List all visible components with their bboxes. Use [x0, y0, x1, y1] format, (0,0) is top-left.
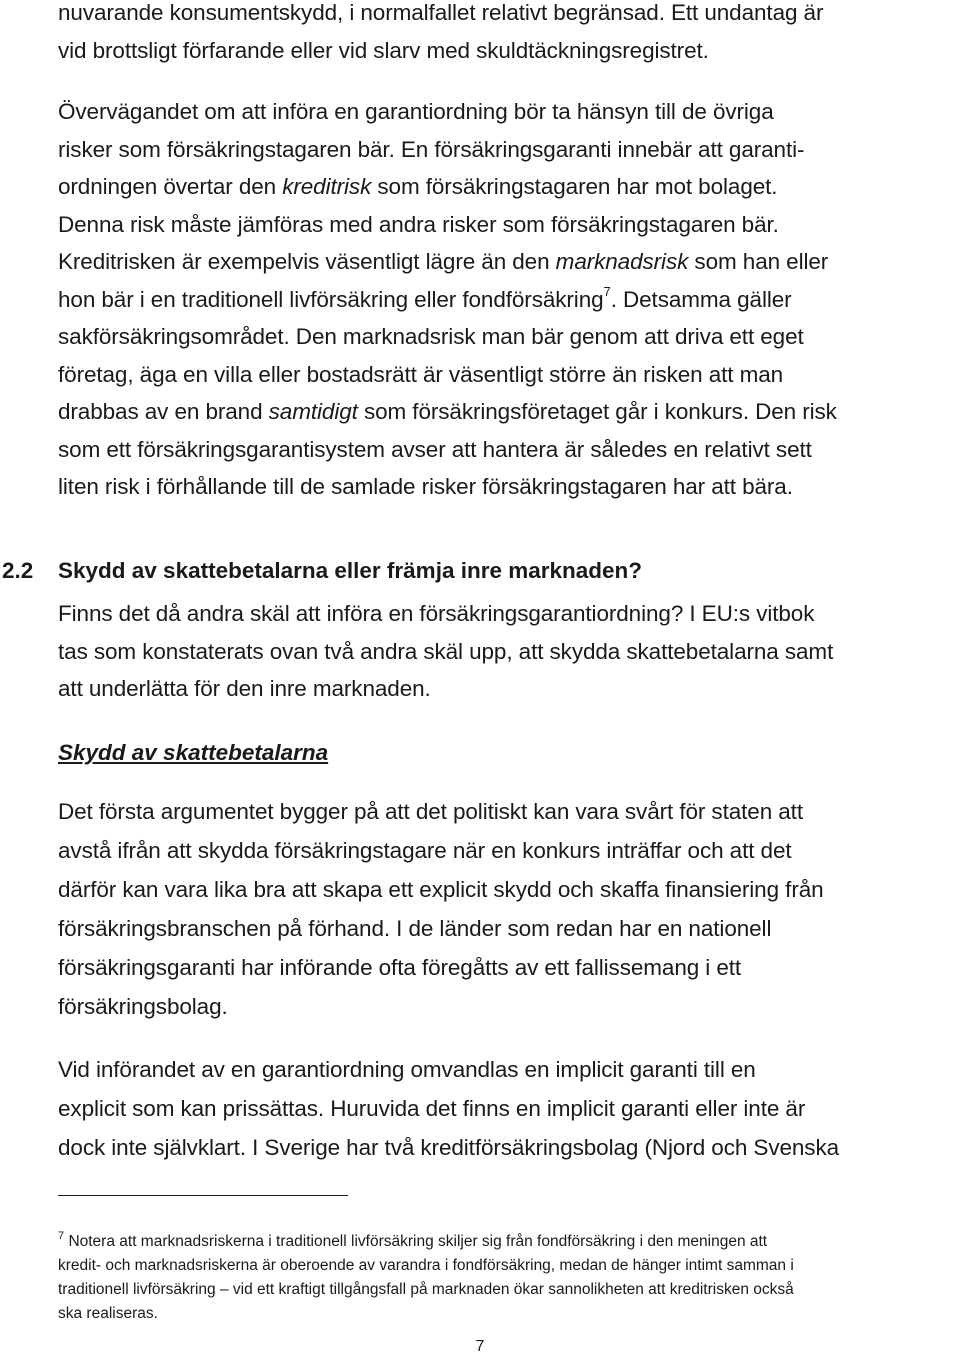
text-run: som försäkringstagaren har mot bolaget. [371, 174, 778, 199]
page-number: 7 [475, 1338, 485, 1355]
paragraph-line [58, 168, 958, 206]
paragraph-5 [58, 1050, 958, 1167]
section-title: Skydd av skattebetalarna eller främja inre marknaden? [58, 558, 643, 583]
footnote-line [58, 1230, 953, 1254]
paragraph-line: som ett försäkringsgarantisystem avser att hantera är således en relativt sett [58, 436, 812, 462]
paragraph-line: risker som försäkringstagaren bär. En försäkringsgaranti innebär att garanti- [58, 136, 805, 162]
paragraph-line [58, 393, 958, 431]
paragraph-line: Denna risk måste jämföras med andra risker som försäkringstagaren bär. [58, 211, 779, 237]
text-run: ordningen övertar den [58, 174, 283, 199]
paragraph-line: sakförsäkringsområdet. Den marknadsrisk man bär genom att driva ett eget [58, 324, 804, 349]
footnote-number: 7 [58, 1230, 65, 1242]
paragraph-line: Finns det då andra skäl att införa en försäkringsgarantiordning? I EU:s vitbok [58, 601, 815, 626]
paragraph-line: dock inte självklart. I Sverige har två kreditförsäkringsbolag (Njord och Svenska [58, 1135, 840, 1160]
subheading: Skydd av skattebetalarna [58, 740, 329, 765]
paragraph-line: explicit som kan prissättas. Huruvida det finns en implicit garanti eller inte är [58, 1096, 806, 1121]
text-run: som han eller [688, 249, 829, 274]
footnote-line: kredit- och marknadsriskerna är oberoende av varandra i fondförsäkring, medan de hänger intimt samman i [58, 1257, 794, 1274]
text-run: Kreditrisken är exempelvis väsentligt lägre än den [58, 249, 556, 274]
paragraph-line: försäkringsbolag. [58, 994, 228, 1019]
text-run: . Detsamma gäller [610, 286, 792, 312]
text-run: Notera att marknadsriskerna i traditionell livförsäkring skiljer sig från fondförsäkring i den meningen att [68, 1233, 768, 1250]
paragraph-line: företag, äga en villa eller bostadsrätt är väsentligt större än risken att man [58, 361, 784, 387]
paragraph-line: försäkringsgaranti har införande ofta föregåtts av ett fallissemang i ett [58, 955, 742, 980]
footnote-line: traditionell livförsäkring – vid ett kraftigt tillgångsfall på marknaden ökar sannolikheten att kreditrisken också [58, 1281, 794, 1298]
paragraph-line: tas som konstaterats ovan två andra skäl upp, att skydda skattebetalarna samt [58, 638, 834, 664]
paragraph-2 [58, 93, 958, 506]
footnote-separator [58, 1195, 348, 1196]
paragraph-line: Vid införandet av en garantiordning omvandlas en implicit garanti till en [58, 1057, 756, 1082]
text-run: hon bär i en traditionell livförsäkring eller fondförsäkring [58, 286, 604, 312]
paragraph-line: Det första argumentet bygger på att det politiskt kan vara svårt för staten att [58, 799, 803, 824]
paragraph-3 [58, 595, 958, 708]
text-run: som försäkringsföretaget går i konkurs. Den risk [357, 399, 837, 424]
emphasis-text: kreditrisk [282, 174, 372, 199]
section-number: 2.2 [2, 558, 34, 583]
emphasis-text: samtidigt [268, 399, 358, 424]
paragraph-line: att underlätta för den inre marknaden. [58, 676, 431, 701]
footnote-line: ska realiseras. [58, 1305, 158, 1322]
paragraph-line: därför kan vara lika bra att skapa ett explicit skydd och skaffa finansiering från [58, 877, 824, 902]
paragraph-1 [58, 0, 958, 69]
paragraph-4 [58, 792, 958, 1026]
paragraph-line: vid brottsligt förfarande eller vid slarv med skuldtäckningsregistret. [58, 37, 709, 63]
paragraph-line: Övervägandet om att införa en garantiordning bör ta hänsyn till de övriga [58, 99, 774, 124]
paragraph-line [58, 243, 958, 281]
footnote [58, 1230, 953, 1326]
paragraph-line: nuvarande konsumentskydd, i normalfallet relativt begränsad. Ett undantag är [58, 0, 824, 25]
paragraph-line [58, 281, 958, 319]
paragraph-line: försäkringsbranschen på förhand. I de länder som redan har en nationell [58, 916, 772, 941]
paragraph-line: liten risk i förhållande till de samlade risker försäkringstagaren har att bära. [58, 474, 793, 499]
footnote-reference[interactable]: 7 [603, 283, 611, 299]
subheading-block [58, 733, 958, 773]
emphasis-text: marknadsrisk [555, 249, 689, 274]
section-heading [0, 551, 960, 591]
paragraph-line: avstå ifrån att skydda försäkringstagare när en konkurs inträffar och att det [58, 838, 792, 863]
text-run: drabbas av en brand [58, 399, 269, 424]
